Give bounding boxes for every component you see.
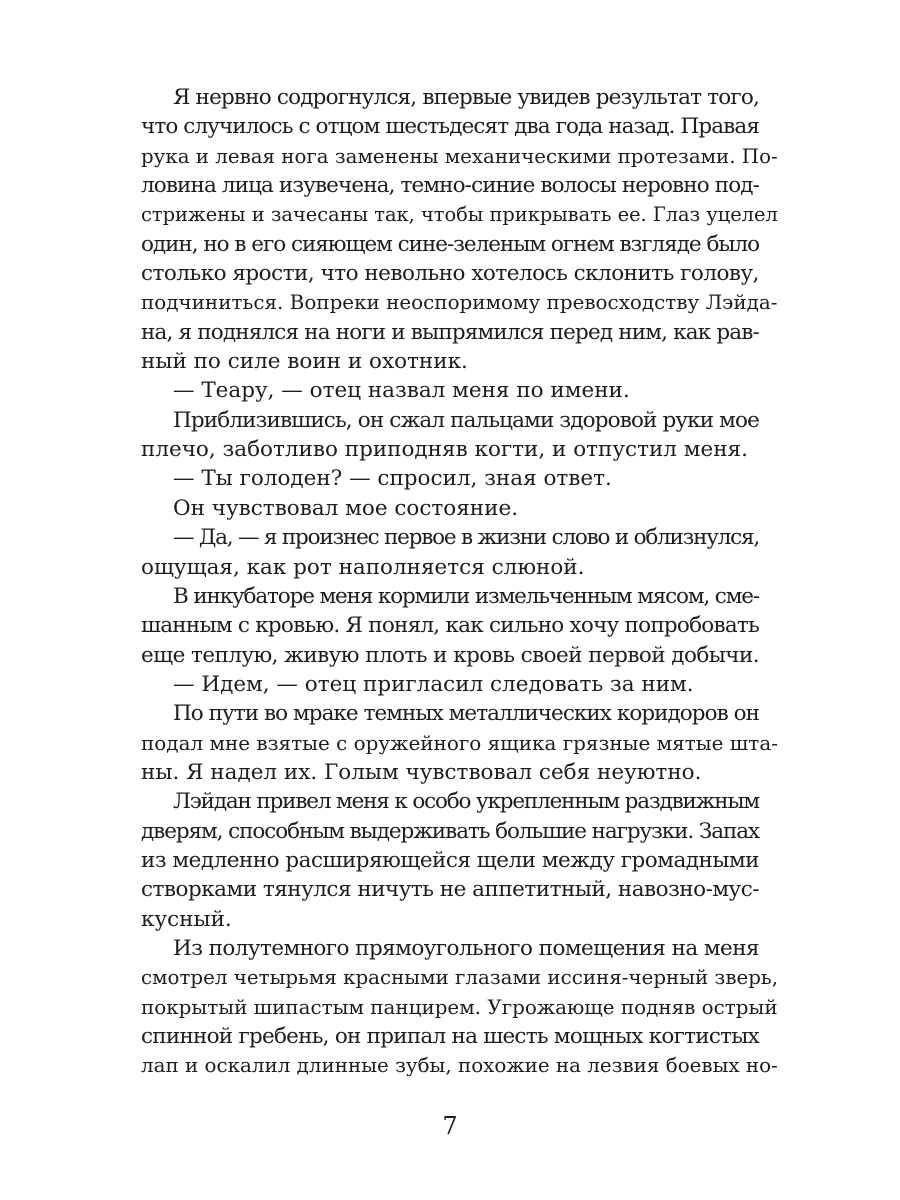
text-line: Приблизившись, он сжал пальцами здоровой руки мое	[173, 407, 759, 433]
text-line: Я нервно содрогнулся, впервые увидев результат того,	[173, 85, 759, 110]
text-line: на, я поднялся на ноги и выпрямился перед ним, как рав-	[141, 319, 759, 345]
text-line: ный по силе воин и охотник.	[141, 349, 468, 375]
text-line: — Идем, — отец пригласил следовать за ним.	[173, 671, 694, 697]
text-line: ощущая, как рот наполняется слюной.	[141, 554, 585, 580]
text-line: кусный.	[141, 906, 232, 932]
text-line: из медленно расширяющейся щели между громадными	[141, 847, 759, 873]
text-line: створками тянулся ничуть не аппетитный, навозно-мус-	[141, 877, 759, 903]
text-line: плечо, заботливо приподняв когти, и отпустил меня.	[141, 437, 748, 463]
text-line: — Теару, — отец назвал меня по имени.	[173, 378, 630, 404]
text-line: что случилось с отцом шестьдесят два года назад. Правая	[141, 114, 759, 140]
text-line: В инкубаторе меня кормили измельченным мясом, сме-	[173, 583, 759, 609]
text-line: подчиниться. Вопреки неоспоримому превосходству Лэйда-	[141, 291, 778, 315]
text-line: шанным с кровью. Я понял, как сильно хочу попробовать	[141, 613, 759, 639]
text-line: лап и оскалил длинные зубы, похожие на лезвия боевых но-	[141, 1054, 778, 1078]
text-line: покрытый шипастым панцирем. Угрожающе подняв острый	[141, 995, 778, 1019]
text-line: дверям, способным выдерживать большие нагрузки. Запах	[141, 818, 759, 844]
text-line: Из полутемного прямоугольного помещения на меня	[173, 935, 759, 961]
text-line: спинной гребень, он припал на шесть мощных когтистых	[141, 1024, 759, 1049]
text-line: один, но в его сияющем сине-зеленым огнем взгляде было	[141, 231, 759, 257]
text-line: стрижены и зачесаны так, чтобы прикрывать ее. Глаз уцелел	[141, 203, 778, 227]
text-line: — Ты голоден? — спросил, зная ответ.	[173, 466, 612, 492]
text-line: столько ярости, что невольно хотелось склонить голову,	[141, 261, 759, 287]
text-line: Он чувствовал мое состояние.	[173, 495, 519, 521]
text-line: еще теплую, живую плоть и кровь своей первой добычи.	[141, 642, 759, 668]
body-text	[141, 83, 779, 1081]
text-line: — Да, — я произнес первое в жизни слово и облизнулся,	[173, 525, 759, 551]
text-line: ны. Я надел их. Голым чувствовал себя неуютно.	[141, 759, 702, 785]
text-line: Лэйдан привел меня к особо укрепленным раздвижным	[173, 789, 759, 815]
text-line: рука и левая нога заменены механическими протезами. По-	[141, 144, 778, 168]
text-line: ловина лица изувечена, темно-синие волосы неровно под-	[141, 173, 759, 199]
page-number: 7	[442, 1112, 458, 1140]
text-line: подал мне взятые с оружейного ящика грязные мятые шта-	[141, 730, 778, 755]
text-line: По пути во мраке темных металлических коридоров он	[173, 701, 760, 727]
text-line: смотрел четырьмя красными глазами иссиня-черный зверь,	[141, 966, 779, 990]
